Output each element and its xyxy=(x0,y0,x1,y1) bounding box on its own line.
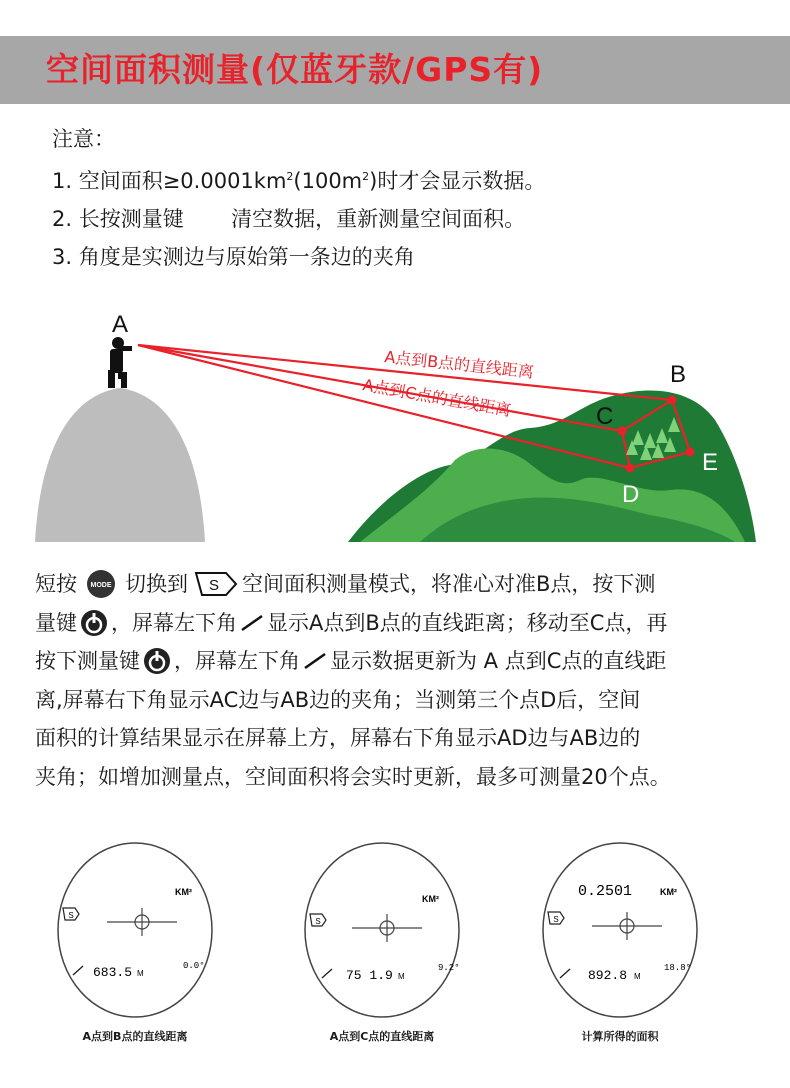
screen-caption: A点到C点的直线距离 xyxy=(329,1030,435,1043)
screen-area-result xyxy=(540,840,700,1020)
para-line-2 xyxy=(35,604,765,643)
point-d-label: D xyxy=(622,481,640,508)
observer-figure-icon xyxy=(108,337,132,388)
mode-button-icon xyxy=(83,569,119,599)
distance-line-icon xyxy=(302,651,328,671)
para-line-5: 面积的计算结果显示在屏幕上方，屏幕右下角显示AD边与AB边的 xyxy=(35,726,641,750)
note-1-text-a: 1. 空间面积≥0.0001km xyxy=(52,169,287,193)
angle-readout: 0.0° xyxy=(183,961,205,971)
angle-readout: 9.2° xyxy=(438,963,460,973)
note-1-sup-2: 2 xyxy=(362,170,370,183)
measure-button-icon xyxy=(142,646,172,676)
para-1-a: 短按 xyxy=(35,572,77,596)
para-1-b: 切换到 xyxy=(125,572,188,596)
display-screens xyxy=(0,840,790,1088)
note-2-text-a: 2. 长按测量键 xyxy=(52,207,184,231)
para-line-4: 离,屏幕右下角显示AC边与AB边的夹角；当测第三个点D后，空间 xyxy=(35,687,641,712)
distance-line-icon xyxy=(239,613,265,633)
para-line-3 xyxy=(35,642,765,681)
note-1-text-c: )时才会显示数据。 xyxy=(369,169,546,193)
angle-readout: 18.8° xyxy=(664,963,692,973)
measurement-illustration xyxy=(0,300,790,550)
point-a-label: A xyxy=(112,311,129,338)
note-item-2 xyxy=(52,200,545,238)
notes-heading: 注意： xyxy=(52,127,115,151)
mode-icon-letter: S xyxy=(68,911,74,920)
area-unit-label: KM² xyxy=(660,887,677,897)
point-e-label: E xyxy=(702,449,719,476)
distance-readout: 75 1.9 xyxy=(346,968,393,983)
screen-caption: 计算所得的面积 xyxy=(581,1030,659,1043)
para-3-b: ，屏幕左下角 xyxy=(174,649,300,673)
point-c-label: C xyxy=(596,403,614,430)
note-1-text-b: (100m xyxy=(293,169,363,193)
para-2-a: 量键 xyxy=(35,610,77,635)
label-distance-ab: A点到B点的直线距离 xyxy=(383,347,535,382)
distance-readout: 892.8 xyxy=(588,968,628,983)
mode-icon-letter: S xyxy=(553,915,559,924)
para-1-c: 空间面积测量模式，将准心对准B点，按下测 xyxy=(242,572,656,596)
instructions-paragraph xyxy=(35,565,765,796)
label-distance-ac: A点到C点的直线距离 xyxy=(361,375,513,421)
distance-unit: M xyxy=(634,972,641,981)
page-title: 空间面积测量(仅蓝牙款/GPS有) xyxy=(46,50,544,89)
section-header xyxy=(0,36,790,104)
area-unit-label: KM² xyxy=(422,894,439,904)
screen-ab-distance xyxy=(55,840,215,1020)
para-3-c: 显示数据更新为 A 点到C点的直线距 xyxy=(330,649,667,673)
note-2-text-b: 清空数据，重新测量空间面积。 xyxy=(231,207,526,231)
screen-ac-distance xyxy=(302,840,462,1020)
para-line-6: 夹角；如增加测量点，空间面积将会实时更新，最多可测量20个点。 xyxy=(35,764,671,789)
distance-unit: M xyxy=(137,969,144,978)
area-readout: 0.2501 xyxy=(578,883,633,900)
notes-block xyxy=(52,120,545,276)
distance-readout: 683.5 xyxy=(93,965,133,980)
screen-caption: A点到B点的直线距离 xyxy=(82,1030,188,1043)
mode-button-text: MODE xyxy=(90,582,112,590)
observer-hill xyxy=(35,388,205,542)
para-3-a: 按下测量键 xyxy=(35,649,140,673)
svg-text:S: S xyxy=(208,577,220,595)
area-mode-icon xyxy=(192,569,238,599)
distance-unit: M xyxy=(398,972,405,981)
point-b-label: B xyxy=(670,361,687,388)
area-unit-label: KM² xyxy=(175,887,192,897)
note-1-sup-1: 2 xyxy=(286,170,294,183)
note-item-3: 3. 角度是实测边与原始第一条边的夹角 xyxy=(52,245,415,269)
para-2-c: 显示A点到B点的直线距离；移动至C点，再 xyxy=(267,610,668,635)
measure-button-icon xyxy=(79,608,109,638)
mode-icon-letter: S xyxy=(315,917,321,926)
note-item-1 xyxy=(52,158,545,200)
para-2-b: ，屏幕左下角 xyxy=(111,610,237,635)
para-line-1 xyxy=(35,565,765,604)
